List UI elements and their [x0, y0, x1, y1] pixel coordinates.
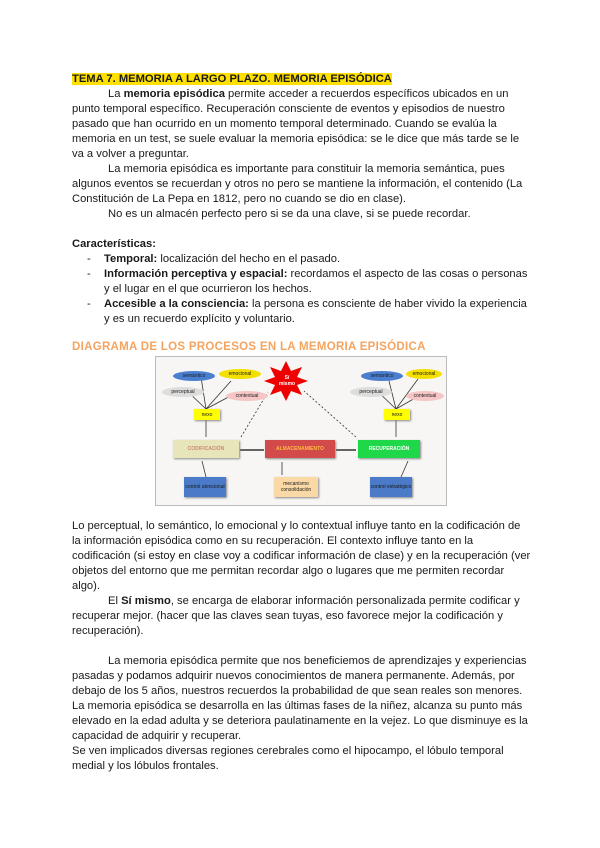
contextual-node: contextual [406, 391, 444, 401]
diagram-heading: DIAGRAMA DE LOS PROCESOS EN LA MEMORIA EPISÓDICA [72, 341, 426, 353]
emocional-node: emocional [219, 369, 261, 379]
paragraph: La memoria episódica permite que nos beneficiemos de aprendizajes y experiencias pasadas y podamos adquirir nuevos conocimientos de manera permanente. Además, por debajo de los 5 años, nuestros recuerdos la probabilidad de que sean reales son menores. [72, 655, 527, 697]
consolidacion-node: mecanismo consolidación [274, 477, 318, 497]
nexo-node: nexo [194, 409, 220, 420]
nexo-node: nexo [384, 409, 410, 420]
list-item [104, 252, 532, 267]
recuperacion-node: RECUPERACIÓN [358, 440, 420, 458]
text: la persona es consciente de haber vivido la experiencia y es un recuerdo explícito y voluntario. [104, 298, 527, 325]
features-list [72, 252, 532, 327]
si-mismo-label: Sí mismo [278, 375, 296, 387]
text: permite acceder a recuerdos específicos ubicados en un punto temporal específico. Recuperación consciente de eventos y episodios de nuestro pasado que han ocurrido en un momento temporal determinado. Cuando se evalúa la memoria en un test, se suele evaluar la memoria episódica: se le dice que más tarde se le va a volver a preguntar. [72, 88, 520, 160]
intro-paragraph [72, 87, 532, 162]
intro-section [72, 72, 532, 355]
emocional-node: emocional [406, 369, 442, 379]
bold-term: Información perceptiva y espacial: [104, 268, 288, 280]
paragraph: No es un almacén perfecto pero si se da una clave, si se puede recordar. [108, 208, 471, 220]
list-item [104, 297, 532, 327]
text: El [108, 595, 122, 607]
semantico-node: semántico [173, 371, 215, 381]
semantico-node: semántico [361, 371, 403, 381]
contextual-node: contextual [226, 391, 268, 401]
features-heading: Características: [72, 238, 156, 250]
text: , se encarga de elaborar información personalizada permite codificar y recuperar mejor. (hacer que las claves sean tuyas, eso favorece mejor la codificación y recuperación). [72, 595, 520, 637]
codificacion-node: CODIFICACIÓN [173, 440, 239, 458]
paragraph [72, 594, 532, 639]
paragraph: Lo perceptual, lo semántico, lo emocional y lo contextual influye tanto en la codificación de la información episódica como en su recuperación. El contexto influye tanto en la codificación (si estoy en clase voy a codificar información de clase) y en la recuperación (ver objetos del entorno que me permitan recordar algo o lugares que me permiten recordar algo). [72, 520, 531, 592]
paragraph: La memoria episódica se desarrolla en las últimas fases de la niñez, alcanza su punto más elevado en la edad adulta y se deteriora paulatinamente en la vejez. Lo que disminuye es la capacidad de adquirir y recuperar. [72, 700, 528, 742]
text: localización del hecho en el pasado. [157, 253, 341, 265]
memory-process-diagram [155, 356, 447, 506]
perceptual-node: perceptual [162, 387, 204, 397]
text: La [108, 88, 124, 100]
paragraph: La memoria episódica es importante para constituir la memoria semántica, pues algunos eventos se recuerdan y otros no pero se mantiene la información, el contenido (La Constitución de La Pepa en 1812, pero no cuando se dio en clase). [72, 163, 523, 205]
bold-term: memoria episódica [123, 88, 225, 100]
bold-term: Temporal: [104, 253, 158, 265]
bold-term: Accesible a la consciencia: [104, 298, 249, 310]
body-section [72, 519, 532, 774]
list-item [104, 267, 532, 297]
bold-term: Sí mismo [121, 595, 171, 607]
text: recordamos el aspecto de las cosas o personas y el lugar en el que ocurrieron los hechos. [104, 268, 528, 295]
perceptual-node: perceptual [350, 387, 392, 397]
paragraph: Se ven implicados diversas regiones cerebrales como el hipocampo, el lóbulo temporal medial y los lóbulos frontales. [72, 745, 504, 772]
control-estrategico-node: control estratégico [370, 477, 412, 497]
control-atencional-node: control atencional [184, 477, 226, 497]
page-title: TEMA 7. MEMORIA A LARGO PLAZO. MEMORIA EPISÓDICA [72, 73, 392, 85]
almacenamiento-node: ALMACENAMIENTO [265, 440, 335, 458]
